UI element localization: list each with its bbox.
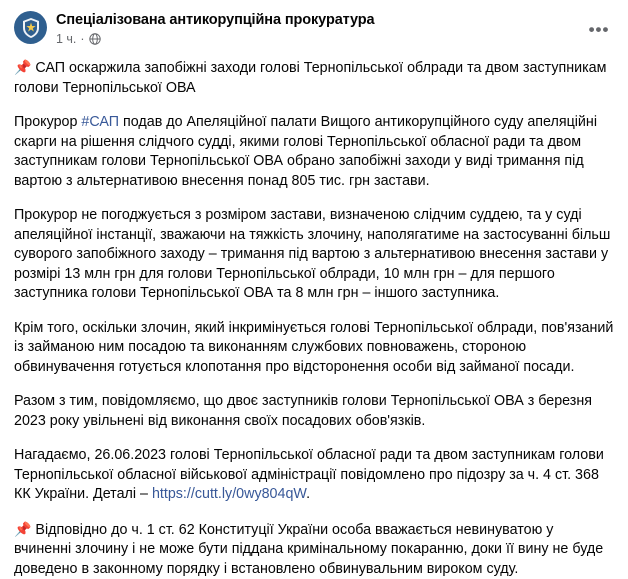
avatar[interactable] bbox=[14, 11, 47, 44]
post-paragraph bbox=[14, 446, 614, 505]
globe-icon bbox=[89, 33, 101, 45]
post-paragraph bbox=[14, 58, 614, 98]
external-link[interactable]: https://cutt.ly/0wy804qW bbox=[152, 486, 306, 502]
paragraph-text-post: подав до Апеляційної палати Вищого антикорупційного суду апеляційні скарги на рішення слідчого судді, якими голові Тернопільської обласної ради та двом заступникам голови Тернопільської ОВА обрано запобіжні заходи у виді тримання під вартою з альтернативою внесення понад 805 тис. грн застави. bbox=[14, 114, 597, 189]
header-text bbox=[56, 10, 375, 46]
post-meta bbox=[56, 32, 375, 46]
pin-icon: 📌 bbox=[14, 59, 31, 75]
page-name[interactable]: Спеціалізована антикорупційна прокуратура bbox=[56, 11, 375, 29]
post-paragraph: Прокурор не погоджується з розміром застави, визначеною слідчим суддею, та у суді апеляційної інстанції, зважаючи на тяжкість злочину, наполягатиме на застосуванні більш суворого запобіжного заходу – тримання під вартою з альтернативою внесення застави у розмірі 13 млн грн для голови Тернопільської облради, 10 млн грн – для першого заступника голови Тернопільської ОВА та 8 млн грн – іншого заступника. bbox=[14, 206, 614, 304]
prosecution-crest-icon bbox=[21, 17, 41, 39]
meta-separator: · bbox=[80, 32, 84, 46]
post-paragraph: Разом з тим, повідомляємо, що двоє заступників голови Тернопільської ОВА з березня 2023 року увільнені від виконання своїх посадових обов'язків. bbox=[14, 392, 614, 431]
paragraph-text-pre: Нагадаємо, 26.06.2023 голові Тернопільської обласної ради та двом заступникам голови Тернопільської обласної військової адміністрації повідомлено про підозру за ч. 4 ст. 368 КК України. Деталі – bbox=[14, 447, 604, 502]
post-paragraph: Крім того, оскільки злочин, який інкримінується голові Тернопільської облради, пов'язаний із займаною ним посадою та виконанням службових повноважень, стороною обвинувачення готується клопотання про відсторонення особи від займаної посади. bbox=[14, 319, 614, 378]
post-paragraph bbox=[14, 520, 614, 579]
paragraph-text: САП оскаржила запобіжні заходи голові Тернопільської облради та двом заступникам голови Тернопільської ОВА bbox=[14, 60, 606, 96]
paragraph-text-pre: Прокурор bbox=[14, 114, 81, 130]
post-header bbox=[14, 10, 614, 56]
hashtag-sap[interactable]: #САП bbox=[81, 114, 119, 130]
paragraph-text: Відповідно до ч. 1 ст. 62 Конституції України особа вважається невинуватою у вчиненні злочину і не може бути піддана кримінальному покаранню, доки її вину не буде доведено в законному порядку і встановлено обвинувальним вироком суду. bbox=[14, 522, 603, 577]
post-body bbox=[14, 56, 614, 579]
paragraph-text-post: . bbox=[306, 486, 310, 502]
post-options-button[interactable]: ••• bbox=[584, 14, 614, 44]
post-paragraph bbox=[14, 113, 614, 191]
post-timestamp[interactable]: 1 ч. bbox=[56, 32, 76, 46]
pin-icon: 📌 bbox=[14, 521, 31, 537]
